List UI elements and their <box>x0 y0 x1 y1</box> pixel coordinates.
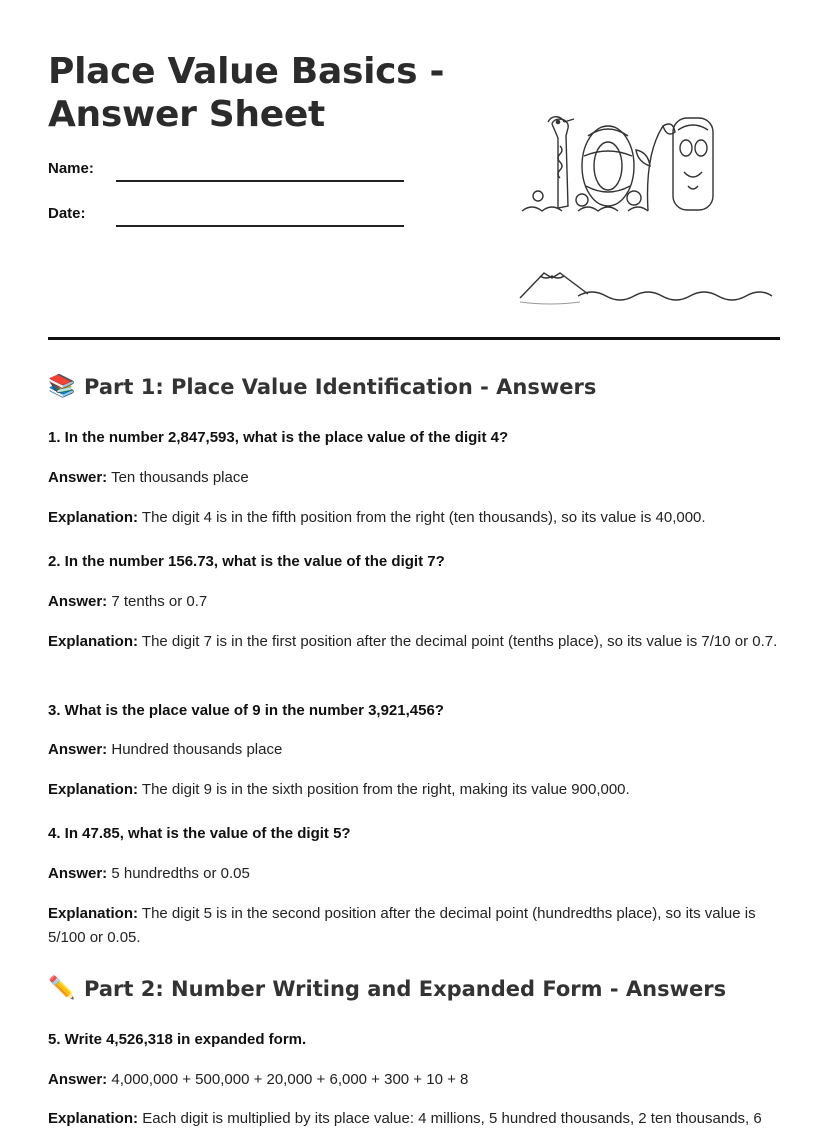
answer-text: 5 hundredths or 0.05 <box>111 865 250 882</box>
explanation-3 <box>48 778 780 802</box>
date-label: Date: <box>48 205 86 222</box>
explanation-text: The digit 7 is in the first position after the decimal point (tenths place), so its value is 7/10 or 0.7. <box>141 633 778 650</box>
explanation-text: Each digit is multiplied by its place value: 4 millions, 5 hundred thousands, 2 ten thousands, 6 <box>142 1110 762 1127</box>
answer-1 <box>48 466 780 490</box>
explanation-text: The digit 5 is in the second position after the decimal point (hundredths place), so its value is 5/100 or 0.05. <box>48 905 756 946</box>
part1-title: Part 1: Place Value Identification - Answers <box>84 374 597 399</box>
name-label: Name: <box>48 160 94 177</box>
date-field <box>48 205 86 222</box>
explanation-text: The digit 4 is in the fifth position from the right (ten thousands), so its value is 40,000. <box>141 509 706 526</box>
name-line <box>116 180 404 182</box>
header-divider <box>48 337 780 340</box>
question-5: 5. Write 4,526,318 in expanded form. <box>48 1031 307 1048</box>
answer-3 <box>48 738 780 762</box>
answer-label: Answer: <box>48 469 108 486</box>
answer-4 <box>48 862 780 886</box>
decorative-illustration <box>518 116 778 316</box>
date-line <box>116 225 404 227</box>
explanation-label: Explanation: <box>48 1110 139 1127</box>
answer-label: Answer: <box>48 1071 108 1088</box>
explanation-2 <box>48 630 780 654</box>
answer-2 <box>48 590 780 614</box>
name-field <box>48 160 94 177</box>
answer-label: Answer: <box>48 593 108 610</box>
explanation-label: Explanation: <box>48 781 139 798</box>
explanation-label: Explanation: <box>48 509 139 526</box>
answer-text: 4,000,000 + 500,000 + 20,000 + 6,000 + 300 + 10 + 8 <box>111 1071 469 1088</box>
answer-text: Hundred thousands place <box>111 741 283 758</box>
explanation-text: The digit 9 is in the sixth position from the right, making its value 900,000. <box>141 781 630 798</box>
explanation-5 <box>48 1107 780 1131</box>
answer-label: Answer: <box>48 865 108 882</box>
answer-5 <box>48 1068 780 1092</box>
answer-text: 7 tenths or 0.7 <box>111 593 208 610</box>
explanation-label: Explanation: <box>48 633 139 650</box>
part2-heading <box>48 976 780 1001</box>
answer-label: Answer: <box>48 741 108 758</box>
explanation-1 <box>48 506 780 530</box>
question-3: 3. What is the place value of 9 in the number 3,921,456? <box>48 702 444 719</box>
page-title: Place Value Basics - Answer Sheet <box>48 51 445 135</box>
part2-title: Part 2: Number Writing and Expanded Form - Answers <box>84 976 727 1001</box>
part1-heading <box>48 374 780 399</box>
answer-text: Ten thousands place <box>111 469 249 486</box>
books-icon: 📚 <box>48 374 76 399</box>
worksheet-header <box>48 50 780 340</box>
question-4: 4. In 47.85, what is the value of the digit 5? <box>48 825 351 842</box>
explanation-4 <box>48 902 780 950</box>
question-2: 2. In the number 156.73, what is the value of the digit 7? <box>48 553 445 570</box>
question-1: 1. In the number 2,847,593, what is the place value of the digit 4? <box>48 429 509 446</box>
explanation-label: Explanation: <box>48 905 139 922</box>
pencil-icon: ✏️ <box>48 976 76 1001</box>
